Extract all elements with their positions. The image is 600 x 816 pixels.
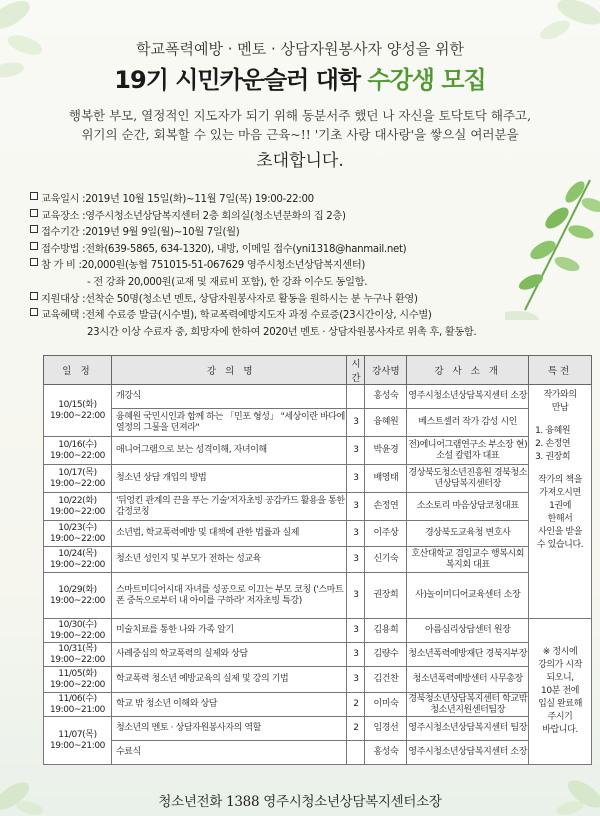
hours-cell: 3	[347, 547, 365, 573]
table-row	[44, 521, 592, 547]
lecture-cell: 학교폭력 청소년 예방교육의 실제 및 강의 기법	[111, 667, 346, 693]
date-cell: 10/16(수) 19:00~22:00	[44, 437, 112, 465]
col-header: 시간	[347, 356, 365, 385]
table-row	[44, 465, 592, 493]
instructor-cell: 신기숙	[365, 547, 407, 573]
col-header: 일 정	[44, 356, 112, 385]
schedule-table	[43, 355, 592, 765]
feature-name: 3. 권장희	[535, 452, 571, 462]
feature-text: 작가와의	[543, 390, 577, 400]
feature-name: 2. 손정연	[535, 439, 571, 449]
hours-cell: 3	[347, 493, 365, 521]
feature-text: 되오니,	[546, 673, 574, 683]
col-header: 강 의 명	[111, 356, 346, 385]
table-row	[44, 693, 592, 717]
checkbox-icon	[30, 242, 38, 250]
instructor-cell: 융혜원	[365, 409, 407, 437]
feature-text: ※ 정시에	[542, 647, 578, 657]
invite-text: 초대합니다.	[256, 151, 344, 171]
instructor-cell: 김건찬	[365, 667, 407, 693]
hours-cell: 3	[347, 619, 365, 643]
lecture-cell: 청소년 성인지 및 부모가 전하는 성교육	[111, 547, 346, 573]
lecture-cell: 청소년 상담 개입의 방법	[111, 465, 346, 493]
feature-text: 1권에	[549, 501, 571, 511]
hours-cell	[347, 741, 365, 765]
intro-cell: 베스트셀러 작가 감성 시인	[407, 409, 529, 437]
date-cell: 10/30(수) 19:00~22:00	[44, 619, 112, 643]
info-row: 교육장소 : 영주시청소년상담복지센터 2층 회의실(청소년문화의 집 2층)	[30, 209, 550, 226]
subtitle: 학교폭력예방 · 멘토 · 상담자원봉사자 양성을 위한	[136, 40, 464, 58]
instructor-cell: 권장희	[365, 573, 407, 619]
table-header-row	[44, 356, 592, 385]
feature-cell-bottom	[529, 619, 592, 765]
feature-text: 수 있습니다.	[536, 540, 584, 550]
feature-text: 만남	[551, 403, 569, 413]
intro-cell: 영주시청소년상담복지센터 팀장	[407, 717, 529, 741]
lecture-cell: 미술치료를 통한 나와 가족 알기	[111, 619, 346, 643]
title-main: 19기 시민카운슬러 대학	[114, 66, 361, 94]
instructor-cell: 홍성숙	[365, 385, 407, 409]
table-row	[44, 437, 592, 465]
footer-text: 청소년전화 1388 영주시청소년상담복지센터소장	[158, 794, 442, 810]
feature-text: 한해서	[547, 514, 573, 524]
intro-cell: 영주시청소년상담복지센터 소장	[407, 385, 529, 409]
table-row	[44, 493, 592, 521]
hours-cell: 3	[347, 667, 365, 693]
lecture-cell: 사례중심의 학교폭력의 실제와 상담	[111, 643, 346, 667]
lecture-cell: 수료식	[111, 741, 346, 765]
lecture-cell: 개강식	[111, 385, 346, 409]
intro-cell: 청소년폭력예방센터 사무총장	[407, 667, 529, 693]
instructor-cell: 박윤경	[365, 437, 407, 465]
intro-line: 위기의 순간, 회복할 수 있는 마음 근육~!! '기초 사랑 대사랑'을 쌓으실 여러분을	[81, 127, 519, 142]
intro-cell: 호산대학교 겸임교수 행복시회복지회 대표	[407, 547, 529, 573]
hours-cell: 3	[347, 437, 365, 465]
lecture-cell: 융혜원 국민시인과 함께 하는 「민포 형성」 "세상이란 바다에 열정의 그물을 던져라"	[111, 409, 346, 437]
info-row-continued: 23시간 이상 수료자 중, 희망자에 한하여 2020년 멘토 · 상담자원봉사자로 위촉 후, 활동함.	[87, 326, 477, 338]
intro-cell: 청소년폭력예방재단 경북지부장	[407, 643, 529, 667]
feature-text: 작가의 책을	[538, 475, 582, 485]
col-header: 강사명	[365, 356, 407, 385]
intro-cell: 경상북도청소년진흥원 경북청소년상담복지센터장	[407, 465, 529, 493]
feature-text: 10분 전에	[541, 686, 580, 696]
checkbox-icon	[30, 292, 38, 300]
date-cell: 10/31(목) 19:00~22:00	[44, 643, 112, 667]
date-cell: 10/23(수) 19:00~22:00	[44, 521, 112, 547]
info-row: 참 가 비 : 20,000원(농협 751015-51-067629 영주시청소년상담복지센터)	[30, 258, 550, 275]
col-header: 특전	[529, 356, 592, 385]
intro-line: 행복한 부모, 열정적인 지도자가 되기 위해 동분서주 했던 나 자신을 토닥토닥 해주고,	[68, 108, 532, 123]
date-cell: 10/29(화) 19:00~22:00	[44, 573, 112, 619]
hours-cell: 3	[347, 521, 365, 547]
date-cell: 11/05(화) 19:00~22:00	[44, 667, 112, 693]
feature-text: 사인을 받을	[538, 527, 582, 537]
date-cell: 10/15(화) 19:00~22:00	[44, 385, 112, 437]
lecture-cell: 청소년의 멘토 · 상담자원봉사자의 역할	[111, 717, 346, 741]
intro-text	[40, 106, 560, 144]
hours-cell	[347, 385, 365, 409]
hours-cell: 2	[347, 693, 365, 717]
hours-cell: 2	[347, 717, 365, 741]
intro-cell: 영주시청소년상담복지센터 소장	[407, 741, 529, 765]
intro-cell: 경북청소년상담복지센터 학교밖청소년지원센터팀장	[408, 693, 527, 715]
instructor-cell: 손정연	[365, 493, 407, 521]
checkbox-icon	[30, 308, 38, 316]
date-cell: 10/24(목) 19:00~22:00	[44, 547, 112, 573]
intro-cell: 사)놀이미디어교육센터 소장	[407, 573, 529, 619]
instructor-cell: 임경선	[365, 717, 407, 741]
table-row	[44, 573, 592, 619]
intro-cell: 아름심리상담센터 원장	[407, 619, 529, 643]
info-list	[30, 192, 550, 341]
table-row	[44, 385, 592, 409]
info-row: 교육혜택 : 전체 수료증 발급(시수별), 학교폭력예방지도자 과정 수료증(23시간이상, 시수별)	[30, 308, 550, 325]
hours-cell: 3	[347, 573, 365, 619]
intro-cell: 경상북도교육청 변호사	[407, 521, 529, 547]
feature-text: 입실 완료해	[538, 699, 582, 709]
lecture-cell: 소년법, 학교폭력예방 및 대책에 관한 법률과 실제	[111, 521, 346, 547]
date-cell: 11/07(목) 19:00~21:00	[44, 717, 112, 765]
info-row: 접수기간 : 2019년 9월 9일(월)~10월 7일(월)	[30, 225, 550, 242]
table-row	[44, 741, 592, 765]
lecture-cell: 스마트미디어시대 자녀를 성공으로 이끄는 부모 코칭 ('스마트폰 중독으로부터 내 아이를 구하라' 저자초빙 특강)	[111, 573, 346, 619]
feature-name: 1. 융혜원	[535, 426, 571, 436]
hours-cell: 3	[347, 465, 365, 493]
table-row	[44, 547, 592, 573]
checkbox-icon	[30, 258, 38, 266]
instructor-cell: 이주상	[365, 521, 407, 547]
feature-text: 강의가 시작	[538, 660, 582, 670]
feature-text: 주시기	[547, 712, 573, 722]
info-row: 교육일시 : 2019년 10월 15일(화)~11월 7일(목) 19:00-22:00	[30, 192, 550, 209]
instructor-cell: 김용희	[365, 619, 407, 643]
feature-cell-top	[529, 385, 592, 619]
hours-cell: 3	[347, 643, 365, 667]
lecture-cell: 학교 밖 청소년 이해와 상담	[111, 693, 346, 717]
feature-text: 가져오시면	[539, 488, 581, 498]
page-title	[0, 60, 600, 95]
date-cell: 10/17(목) 19:00~22:00	[44, 465, 112, 493]
title-accent: 수강생 모집	[367, 66, 486, 94]
info-row: 지원대상 : 선착순 50명(청소년 멘토, 상담자원봉사자로 활동을 원하시는 분 누구나 환영)	[30, 292, 550, 309]
feature-text: 바랍니다.	[542, 725, 578, 735]
checkbox-icon	[30, 225, 38, 233]
instructor-cell: 이미숙	[365, 693, 407, 717]
date-cell: 11/06(수) 19:00~21:00	[44, 693, 112, 717]
table-row	[44, 717, 592, 741]
intro-cell: 전)에니어그램연구소 부소장 현)소설 칼럼자 대표	[407, 437, 529, 465]
lecture-cell: '뒤엉킨 관계의 끈을 푸는 기술'저자초빙 공감카드 활용을 통한 감정코칭	[111, 493, 346, 521]
table-row	[44, 643, 592, 667]
instructor-cell: 홍성숙	[365, 741, 407, 765]
checkbox-icon	[30, 209, 38, 217]
info-row-continued: - 전 강좌 20,000원(교재 및 재료비 포함), 한 강좌 이수도 동일함.	[87, 276, 368, 288]
hours-cell: 3	[347, 409, 365, 437]
table-row	[44, 409, 592, 437]
table-row	[44, 667, 592, 693]
date-cell: 10/22(화) 19:00~22:00	[44, 493, 112, 521]
instructor-cell: 배영태	[365, 465, 407, 493]
info-row: 접수방법 : 전화(639-5865, 634-1320), 내방, 이메일 접수(yni1318@hanmail.net)	[30, 242, 550, 259]
table-row	[44, 619, 592, 643]
col-header: 강 사 소 개	[407, 356, 529, 385]
intro-cell: 소소토리 마음상담코칭대표	[407, 493, 529, 521]
lecture-cell: 애니어그램으로 보는 성격이해, 자녀이해	[111, 437, 346, 465]
checkbox-icon	[30, 192, 38, 200]
instructor-cell: 김량수	[365, 643, 407, 667]
